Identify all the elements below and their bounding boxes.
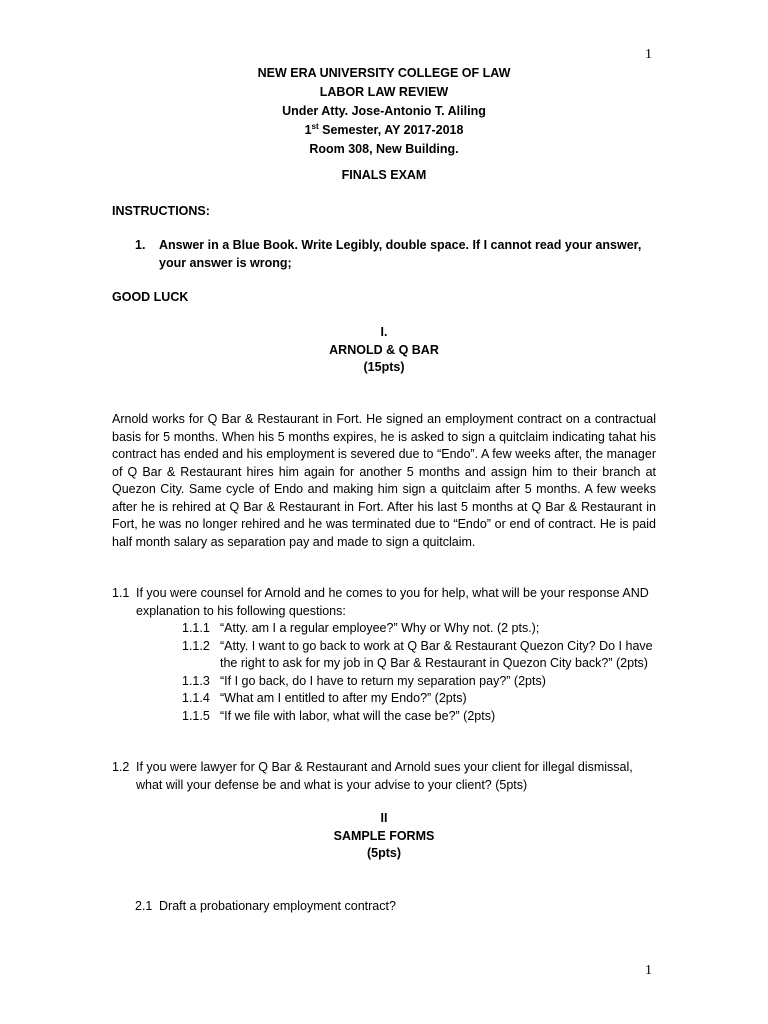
question-text: If you were counsel for Arnold and he comes to you for help, what will be your response AND explanation to his following questions: <box>136 586 649 618</box>
sub-question-number: 1.1.4 <box>182 691 210 705</box>
part2-roman: II <box>380 811 388 825</box>
sub-question-text: “Atty. am I a regular employee?” Why or Why not. (2 pts.); <box>220 621 540 635</box>
sub-question-text: “If I go back, do I have to return my separation pay?” (2pts) <box>220 673 546 688</box>
sub-question <box>182 638 656 673</box>
sub-question-text: “What am I entitled to after my Endo?” (2pts) <box>220 691 467 705</box>
room-line: Room 308, New Building. <box>309 142 459 156</box>
question-number: 1.2 <box>112 760 130 774</box>
instructions-heading: INSTRUCTIONS: <box>112 204 210 218</box>
page-number-top: 1 <box>645 47 652 62</box>
instruction-text: Answer in a Blue Book. Write Legibly, double space. If I cannot read your answer, your answer is wrong; <box>159 238 642 270</box>
part2-heading <box>112 810 656 863</box>
semester-text: Semester, AY 2017-2018 <box>318 123 464 137</box>
part2-points: (5pts) <box>366 846 402 860</box>
semester-line <box>112 121 656 140</box>
question-number: 1.1 <box>112 586 130 600</box>
course-name: LABOR LAW REVIEW <box>319 85 449 99</box>
sub-question <box>182 620 656 638</box>
question-text: Draft a probationary employment contract? <box>159 899 396 913</box>
question-1-2 <box>112 759 656 794</box>
sub-question-number: 1.1.3 <box>182 673 210 688</box>
sub-question-text: “Atty. I want to go back to work at Q Bar & Restaurant Quezon City? Do I have the right to ask for my job in Q Bar & Restaurant in Quezon City back?” (2pts) <box>220 638 653 670</box>
instructor-line: Under Atty. Jose-Antonio T. Aliling <box>282 104 486 118</box>
question-number: 2.1 <box>135 899 153 913</box>
part1-paragraph: Arnold works for Q Bar & Restaurant in Fort. He signed an employment contract on a contractual basis for 5 months. When his 5 months expires, he is asked to sign a quitclaim indicating tahat his contract has ended and his employment is severed due to “Endo”. A few weeks after, the manager of Q Bar & Restaurant hires him again for another 5 months and assign him to their branch at Quezon City. Same cycle of Endo and making him sign a quitclaim after 5 months. A few weeks after he is rehired at Q Bar & Restaurant in Fort. After his last 5 months at Q Bar & Restaurant in Fort, he was no longer rehired and he was terminated due to “Endo” or end of contract. He is paid half month salary as separation pay and made to sign a quitclaim. <box>112 412 656 549</box>
good-luck: GOOD LUCK <box>112 290 189 304</box>
semester-suffix: st <box>311 121 319 131</box>
part1-title: ARNOLD & Q BAR <box>329 342 439 357</box>
part1-points: (15pts) <box>363 360 405 374</box>
sub-question-number: 1.1.1 <box>182 621 210 635</box>
sub-question-number: 1.1.2 <box>182 638 210 653</box>
exam-title: FINALS EXAM <box>341 168 427 182</box>
sub-question <box>182 708 656 726</box>
question-1-1 <box>112 585 656 725</box>
part1-heading <box>112 324 656 377</box>
part1-roman: I. <box>380 325 388 339</box>
sub-question <box>182 673 656 691</box>
sub-question-number: 1.1.5 <box>182 708 210 723</box>
instruction-item <box>135 237 656 272</box>
question-2-1 <box>135 898 656 916</box>
question-text: If you were lawyer for Q Bar & Restaurant and Arnold sues your client for illegal dismissal, what will your defense be and what is your advise to your client? (5pts) <box>136 760 633 792</box>
page-number-bottom: 1 <box>645 963 652 978</box>
sub-question <box>182 690 656 708</box>
sub-question-text: “If we file with labor, what will the case be?” (2pts) <box>220 708 496 723</box>
part2-title: SAMPLE FORMS <box>333 828 435 843</box>
semester-number: 1 <box>304 123 312 137</box>
instruction-number: 1. <box>135 238 146 252</box>
school-name: NEW ERA UNIVERSITY COLLEGE OF LAW <box>257 66 511 80</box>
exam-header <box>112 64 656 159</box>
